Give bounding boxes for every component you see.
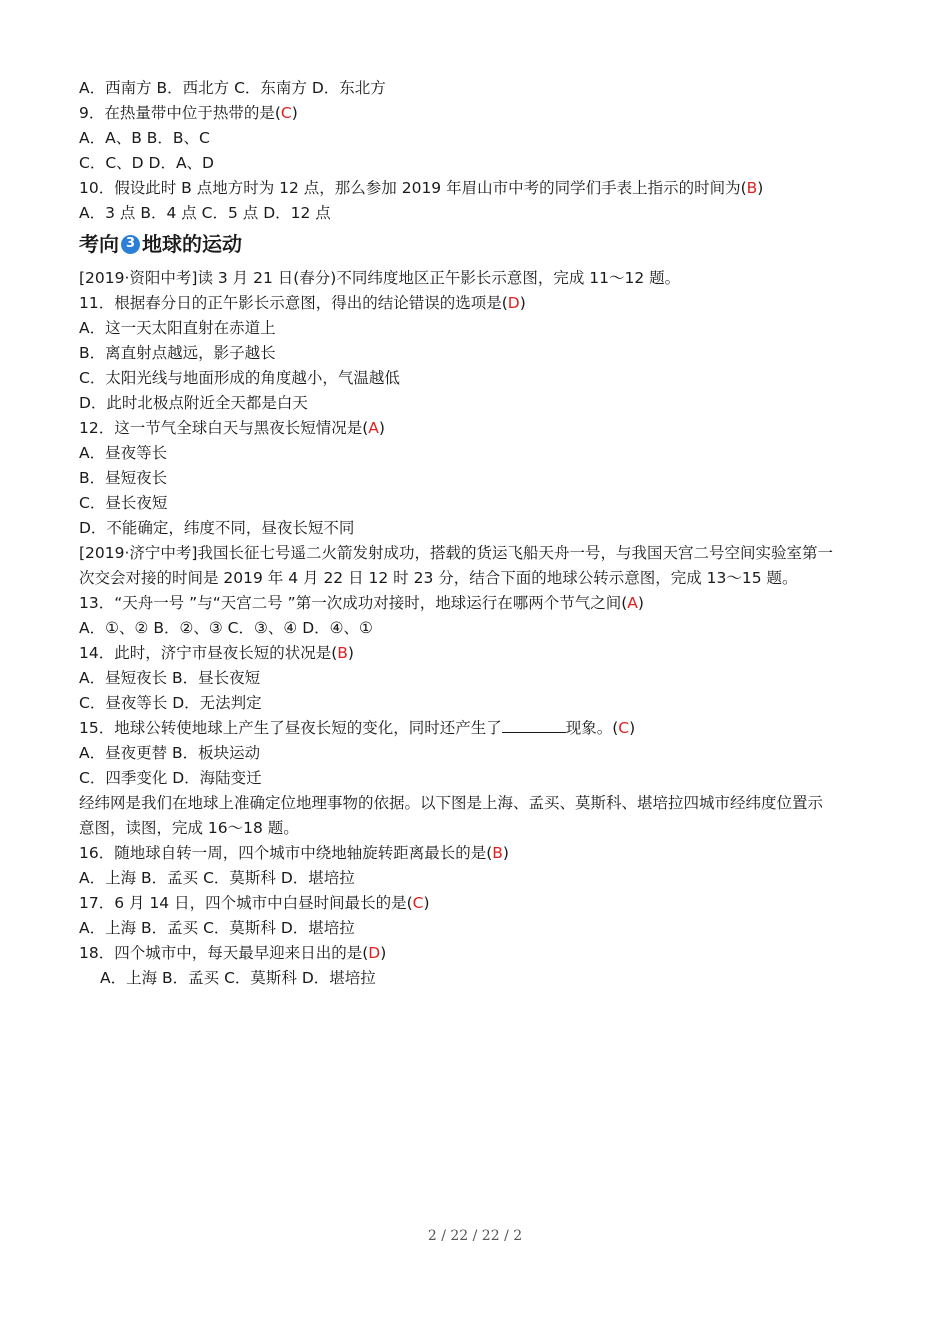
answer-mark: C [280,104,292,122]
line-tail: ) [502,844,509,862]
text-line [79,766,889,791]
paragraph-intro-16-18-line1: 经纬网是我们在地球上准确定位地理事物的依据。以下图是上海、孟买、莫斯科、堪培拉四城市经纬度位置示 [79,794,824,812]
questions-16-18 [79,841,889,966]
question-18-options: A．上海 B．孟买 C．莫斯科 D．堪培拉 [100,969,376,987]
line-text: D．此时北极点附近全天都是白天 [79,394,308,412]
line-tail: ) [519,294,526,312]
line-text: B．离直射点越远，影子越长 [79,344,276,362]
line-text: C．C、D D．A、D [79,154,214,172]
text-line [79,491,889,516]
question-15-text: 15．地球公转使地球上产生了昼夜长短的变化，同时还产生了 [79,719,502,737]
line-text: A．A、B B．B、C [79,129,210,147]
line-text: 17．6 月 14 日，四个城市中白昼时间最长的是( [79,894,413,912]
line-text: A．昼夜更替 B．板块运动 [79,744,261,762]
text-line [79,616,889,641]
text-line [79,866,889,891]
answer-mark: B [746,179,758,197]
line-text: 18．四个城市中，每天最早迎来日出的是( [79,944,369,962]
question-15 [79,716,889,741]
paragraph-intro-13-15-line2: 次交会对接的时间是 2019 年 4 月 22 日 12 时 23 分，结合下面的地球公转示意图，完成 13～15 题。 [79,569,798,587]
line-tail: ) [347,644,354,662]
text-line [79,916,889,941]
line-tail: ) [637,594,644,612]
questions-11-12 [79,266,889,541]
line-text: C．昼长夜短 [79,494,168,512]
paragraph-intro-16-18-line2: 意图，读图，完成 16～18 题。 [79,819,299,837]
line-tail: ) [378,419,385,437]
text-line [79,466,889,491]
text-line [79,291,889,316]
text-line [79,891,889,916]
text-line [79,201,889,226]
text-line [79,391,889,416]
heading-prefix: 考向 [79,232,119,256]
text-line [79,941,889,966]
answer-mark: D [507,294,520,312]
line-text: 9．在热量带中位于热带的是( [79,104,281,122]
section-number-badge: 3 [121,235,140,254]
line-text: A．昼短夜长 B．昼长夜短 [79,669,261,687]
line-text: 11．根据春分日的正午影长示意图，得出的结论错误的选项是( [79,294,508,312]
text-line [79,151,889,176]
line-text: [2019·资阳中考]读 3 月 21 日(春分)不同纬度地区正午影长示意图，完成 11～12 题。 [79,269,681,287]
section-heading [79,230,889,258]
line-text: C．太阳光线与地面形成的角度越小，气温越低 [79,369,400,387]
question-15-text-after: 现象。( [565,719,619,737]
fill-blank [502,718,566,733]
line-text: 12．这一节气全球白天与黑夜长短情况是( [79,419,369,437]
line-text: A．昼夜等长 [79,444,168,462]
line-text: A．西南方 B．西北方 C．东南方 D．东北方 [79,79,386,97]
line-text: A．上海 B．孟买 C．莫斯科 D．堪培拉 [79,919,355,937]
line-tail: ) [380,944,387,962]
answer-mark: B [337,644,348,662]
answer-mark: A [368,419,379,437]
page-number-footer: 2 / 22 / 22 / 2 [427,1228,523,1244]
text-line [79,691,889,716]
question-15-tail: ) [629,719,636,737]
text-line [79,516,889,541]
questions-13-14 [79,591,889,716]
line-text: 14．此时，济宁市昼夜长短的状况是( [79,644,338,662]
text-line [79,316,889,341]
line-text: A．这一天太阳直射在赤道上 [79,319,276,337]
line-text: 13．“天舟一号 ”与“天宫二号 ”第一次成功对接时，地球运行在哪两个节气之间( [79,594,628,612]
line-text: 16．随地球自转一周，四个城市中绕地轴旋转距离最长的是( [79,844,493,862]
line-text: C．四季变化 D．海陆变迁 [79,769,262,787]
text-line [79,266,889,291]
line-text: 10．假设此时 B 点地方时为 12 点，那么参加 2019 年眉山市中考的同学们手表上指示的时间为( [79,179,747,197]
heading-title: 地球的运动 [142,232,242,256]
question-15-options [79,741,889,791]
text-line [79,341,889,366]
line-text: C．昼夜等长 D．无法判定 [79,694,262,712]
answer-mark: B [492,844,503,862]
text-line [79,101,889,126]
answer-mark: C [618,719,630,737]
text-line [79,76,889,101]
text-line [79,841,889,866]
paragraph-intro-13-15-line1: [2019·济宁中考]我国长征七号遥二火箭发射成功，搭载的货运飞船天舟一号，与我国天宫二号空间实验室第一 [79,544,833,562]
line-text: A．上海 B．孟买 C．莫斯科 D．堪培拉 [79,869,355,887]
questions-8-10 [79,76,889,226]
text-line [79,666,889,691]
line-text: B．昼短夜长 [79,469,168,487]
line-tail: ) [423,894,430,912]
line-text: A．①、② B．②、③ C．③、④ D．④、① [79,619,373,637]
line-text: A．3 点 B．4 点 C．5 点 D．12 点 [79,204,331,222]
text-line [79,741,889,766]
line-text: D．不能确定，纬度不同，昼夜长短不同 [79,519,355,537]
text-line [79,176,889,201]
text-line [79,441,889,466]
answer-mark: D [368,944,381,962]
page-content [79,76,889,991]
text-line [79,591,889,616]
text-line [79,126,889,151]
answer-mark: A [627,594,638,612]
text-line [79,641,889,666]
text-line [79,416,889,441]
answer-mark: C [412,894,424,912]
text-line [79,366,889,391]
line-tail: ) [291,104,298,122]
line-tail: ) [757,179,764,197]
